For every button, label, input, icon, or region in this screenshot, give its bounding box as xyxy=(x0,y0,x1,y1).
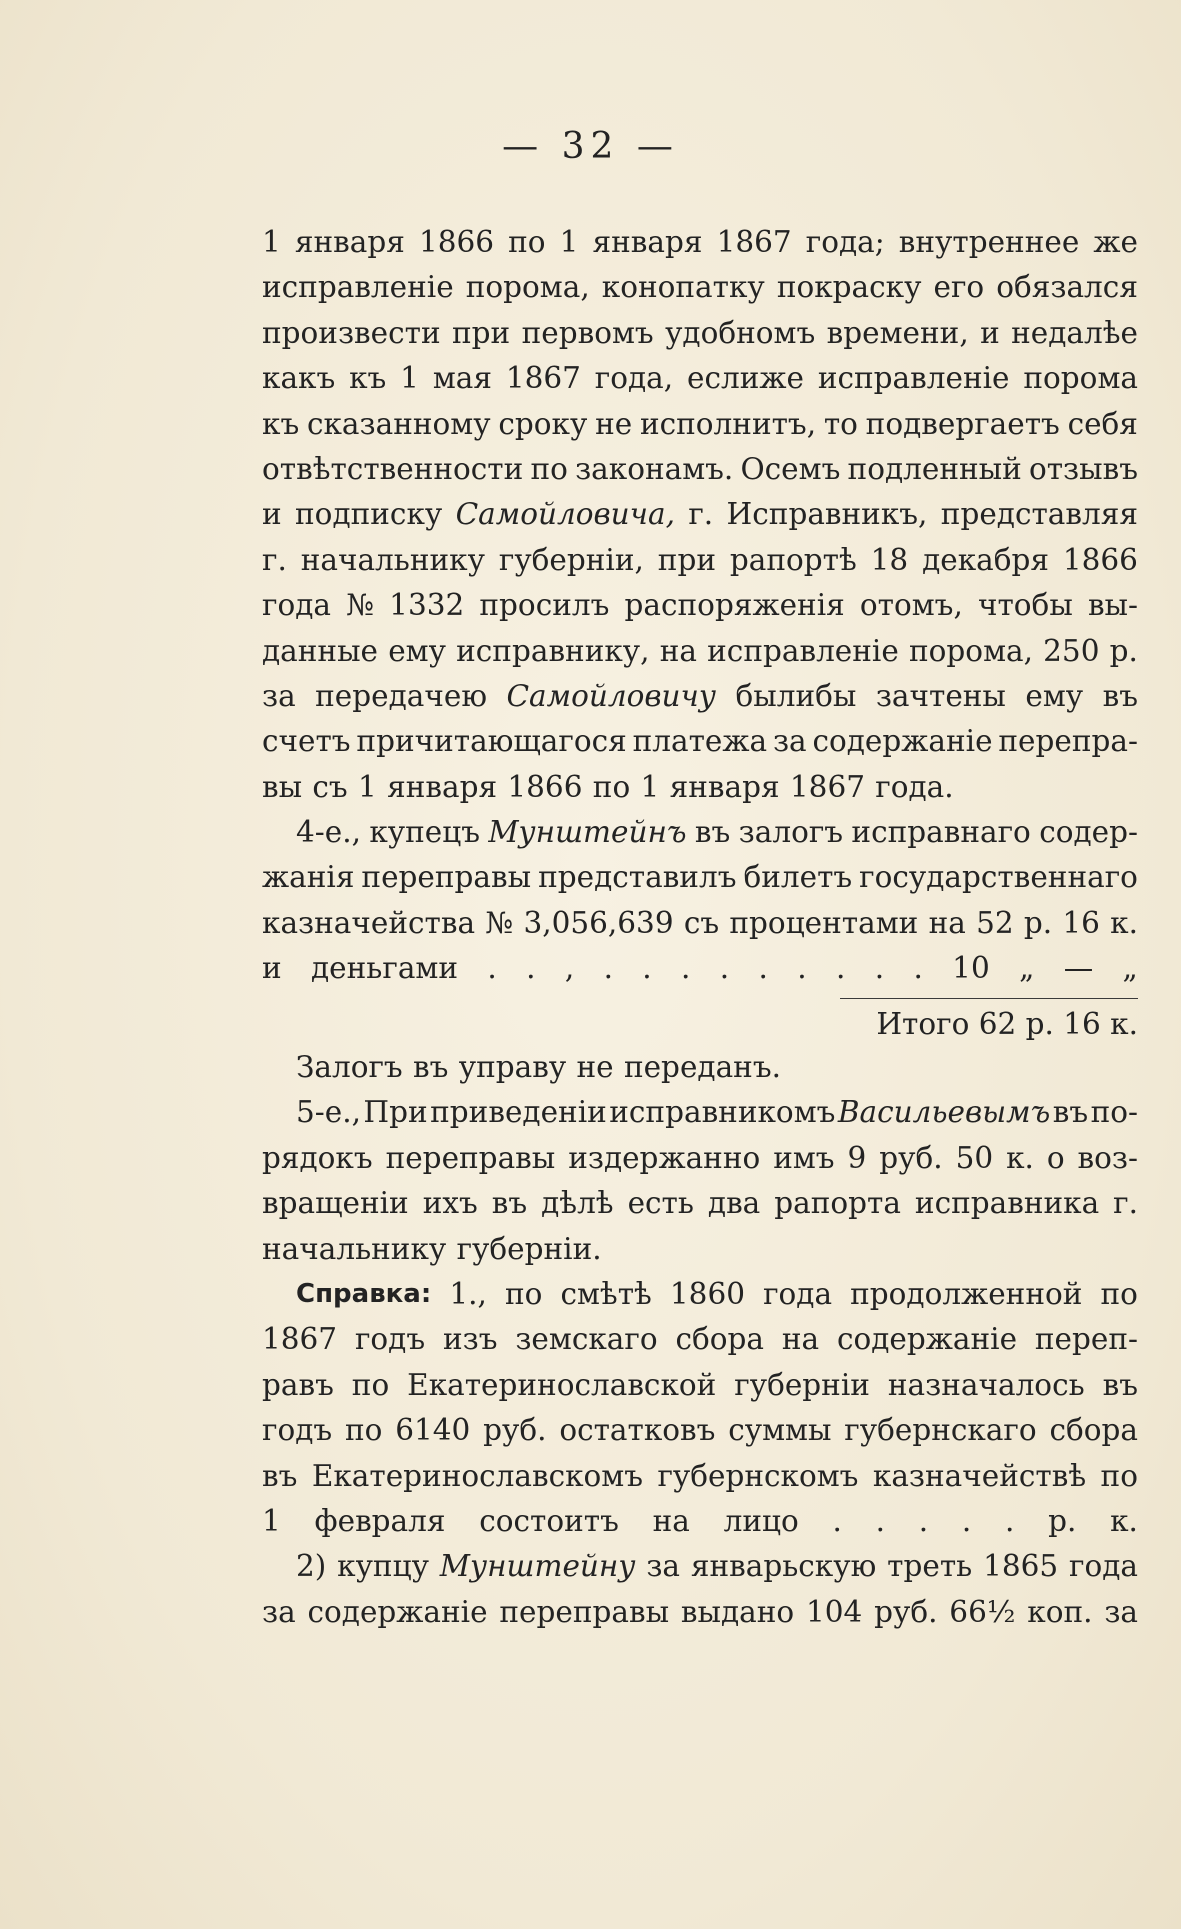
word: переданъ. xyxy=(623,1050,781,1085)
text-line xyxy=(262,1136,1138,1181)
word: 16 xyxy=(1062,905,1100,940)
word: на xyxy=(652,1503,690,1538)
word: удобномъ xyxy=(665,315,816,350)
total-text: Итого 62 р. 16 к. xyxy=(876,1006,1138,1041)
word: по xyxy=(504,1276,543,1311)
total-line xyxy=(262,992,1138,1041)
word: отзывъ xyxy=(1028,451,1138,486)
word: Мунштейну xyxy=(439,1549,636,1584)
word: за xyxy=(1104,1594,1138,1629)
word: годъ xyxy=(354,1322,426,1357)
text-line xyxy=(262,810,1138,855)
word: зачтены xyxy=(875,678,1006,713)
word: январьскую xyxy=(690,1549,877,1584)
word: Мунштейнъ xyxy=(488,815,687,850)
word: суммы xyxy=(728,1413,832,1448)
word: приведеніи xyxy=(430,1095,607,1130)
word: . xyxy=(1004,1503,1015,1538)
text-line xyxy=(262,447,1138,492)
word: назначалось xyxy=(887,1367,1085,1402)
word: исправнику, xyxy=(456,633,650,668)
word: по xyxy=(1100,1458,1138,1493)
word: содер- xyxy=(1039,815,1138,850)
word: . xyxy=(874,951,885,986)
text-line xyxy=(262,1317,1138,1362)
word: за xyxy=(262,1594,296,1629)
word: управу xyxy=(458,1050,567,1085)
word: по xyxy=(592,769,631,804)
word: исправленіе xyxy=(262,270,454,305)
word: № xyxy=(346,588,375,623)
word: же xyxy=(1093,225,1138,259)
word: внутреннее xyxy=(898,225,1080,259)
word: 1 xyxy=(640,769,660,804)
word: вы- xyxy=(1087,588,1138,623)
word: съ xyxy=(683,905,720,940)
text-line xyxy=(262,1181,1138,1226)
text-line xyxy=(262,1272,1138,1317)
word: Самойловичу xyxy=(506,678,717,713)
word: . xyxy=(797,951,807,986)
word: 66½ xyxy=(949,1594,1016,1629)
word: 1867 xyxy=(262,1322,338,1357)
word: 9 xyxy=(847,1140,867,1175)
sum-rule xyxy=(840,998,1138,999)
word: исправленіе xyxy=(817,361,1010,396)
word: при xyxy=(452,315,511,350)
word: выдано xyxy=(680,1594,795,1629)
word: Васильевымъ xyxy=(837,1095,1051,1130)
word: года xyxy=(262,588,331,623)
word: 1 xyxy=(262,1503,281,1538)
word: начальнику xyxy=(262,1231,447,1266)
word: При xyxy=(363,1095,428,1130)
word: . xyxy=(918,1503,929,1538)
word: недалѣе xyxy=(1011,315,1138,350)
word: Екатеринославскомъ xyxy=(311,1458,644,1493)
word: по xyxy=(344,1413,383,1448)
word: о xyxy=(1046,1140,1065,1175)
word: остатковъ xyxy=(559,1413,716,1448)
word: есть xyxy=(627,1186,694,1221)
word: казначействѣ xyxy=(872,1458,1087,1493)
text-line xyxy=(262,1045,1138,1090)
word: г. xyxy=(1113,1186,1138,1221)
word: порома, xyxy=(909,633,1033,668)
word: передачею xyxy=(315,678,487,713)
word: времени, xyxy=(826,315,969,350)
word: переправы xyxy=(361,860,532,895)
text-line xyxy=(262,1544,1138,1589)
word: р. xyxy=(1023,905,1053,940)
word: губерніи, xyxy=(498,542,644,577)
word: 1866 xyxy=(1062,542,1138,577)
word: 1 xyxy=(358,769,377,804)
word: 1 xyxy=(262,225,281,259)
word: ему xyxy=(1025,678,1084,713)
word: — xyxy=(1063,951,1094,986)
word: государственнаго xyxy=(859,860,1138,895)
word: конопатку xyxy=(601,270,765,305)
word: воз- xyxy=(1077,1140,1138,1175)
word: просилъ xyxy=(479,588,610,623)
word: отвѣтственности xyxy=(262,451,524,486)
word: к. xyxy=(1110,1503,1138,1538)
word: года xyxy=(1069,1549,1138,1584)
word: представилъ xyxy=(538,860,737,895)
word: по- xyxy=(1090,1095,1138,1130)
word: ихъ xyxy=(422,1186,478,1221)
word: переп- xyxy=(1034,1322,1138,1357)
word: сроку xyxy=(498,406,588,441)
word: 18 xyxy=(870,542,909,577)
word: сбора xyxy=(1049,1413,1138,1448)
word: „ xyxy=(1019,951,1035,986)
word: за xyxy=(646,1549,681,1584)
word: рапорта xyxy=(774,1186,901,1221)
word: . xyxy=(835,951,846,986)
text-line xyxy=(262,719,1138,764)
word: въ xyxy=(1102,1367,1138,1402)
word: не xyxy=(576,1050,614,1085)
word: въ xyxy=(1052,1095,1089,1130)
word: покраску xyxy=(776,270,922,305)
word: къ xyxy=(349,361,387,396)
word: . xyxy=(487,951,497,986)
word: по xyxy=(1100,1276,1138,1311)
text-line xyxy=(262,1090,1138,1135)
word: залогъ xyxy=(738,815,844,850)
word: не xyxy=(595,406,633,441)
word: 1866 xyxy=(418,225,495,259)
word: 2) xyxy=(296,1549,327,1584)
word: къ xyxy=(262,406,300,441)
word: причитающагося xyxy=(356,724,627,759)
word: 4-е., xyxy=(296,815,361,850)
word: декабря xyxy=(922,542,1049,577)
text-line xyxy=(262,946,1138,991)
word: № xyxy=(485,905,514,940)
word: 52 xyxy=(976,905,1014,940)
word: января xyxy=(592,225,703,259)
word: порома, xyxy=(465,270,590,305)
word: въ xyxy=(262,1458,298,1493)
word: состоитъ xyxy=(479,1503,619,1538)
word: губернскаго xyxy=(844,1413,1037,1448)
word: к. xyxy=(1110,905,1138,940)
word: „ xyxy=(1122,951,1138,986)
word: 3,056,639 xyxy=(523,905,674,940)
word: года; xyxy=(805,225,885,259)
word: содержаніе xyxy=(812,724,993,759)
word: деньгами xyxy=(311,951,459,986)
word: издержанно xyxy=(568,1140,761,1175)
word: января xyxy=(387,769,498,804)
word: земскаго xyxy=(515,1322,658,1357)
word: руб. xyxy=(879,1140,943,1175)
word: порома xyxy=(1023,361,1138,396)
word: исправленіе xyxy=(707,633,899,668)
word: изъ xyxy=(442,1322,498,1357)
word: сбора xyxy=(675,1322,764,1357)
word: 5-е., xyxy=(296,1095,361,1130)
word: себя xyxy=(1067,406,1138,441)
word: губернскомъ xyxy=(657,1458,859,1493)
word: процентами xyxy=(729,905,919,940)
page-number: — 32 — xyxy=(502,126,679,167)
text-line xyxy=(262,1227,1138,1272)
word: при xyxy=(657,542,717,577)
word: Справка: xyxy=(296,1278,432,1309)
word: подписку xyxy=(295,497,443,532)
word: за xyxy=(262,678,296,713)
text-line xyxy=(262,538,1138,583)
word: произвести xyxy=(262,315,441,350)
word: мая xyxy=(432,361,492,396)
text-line xyxy=(262,1499,1138,1544)
word: . xyxy=(526,951,536,986)
word: 1867 xyxy=(716,225,792,259)
word: купецъ xyxy=(369,815,480,850)
word: рядокъ xyxy=(262,1140,373,1175)
word: перепра- xyxy=(998,724,1138,759)
word: руб. xyxy=(483,1413,547,1448)
word: 1867 xyxy=(789,769,865,804)
word: на xyxy=(781,1322,820,1357)
word: г. xyxy=(262,542,287,577)
word: г. xyxy=(688,497,714,532)
word: содержаніе xyxy=(836,1322,1018,1357)
word: по xyxy=(508,225,546,259)
word: съ xyxy=(312,769,348,804)
word: года. xyxy=(875,769,954,804)
word: января xyxy=(294,225,405,259)
word: Осемъ xyxy=(740,451,841,486)
word: по xyxy=(530,451,568,486)
word: к. xyxy=(1006,1140,1034,1175)
word: чтобы xyxy=(977,588,1073,623)
word: года xyxy=(763,1276,833,1311)
word: ему xyxy=(388,633,446,668)
word: и xyxy=(262,497,282,532)
word: платежа xyxy=(632,724,768,759)
word: 10 xyxy=(952,951,990,986)
word: . xyxy=(681,951,691,986)
word: первомъ xyxy=(521,315,654,350)
word: переправы xyxy=(385,1140,556,1175)
word: руб. xyxy=(874,1594,938,1629)
word: смѣтѣ xyxy=(560,1276,652,1311)
word: 1., xyxy=(449,1276,487,1311)
word: губерніи xyxy=(734,1367,870,1402)
word: . xyxy=(642,951,652,986)
word: 1865 xyxy=(983,1549,1059,1584)
word: 1866 xyxy=(507,769,583,804)
word: треть xyxy=(887,1549,973,1584)
page-text xyxy=(262,220,1138,1635)
word: Екатеринославской xyxy=(407,1367,717,1402)
word: былибы xyxy=(735,678,857,713)
text-line xyxy=(262,1454,1138,1499)
word: коп. xyxy=(1027,1594,1093,1629)
text-line xyxy=(262,901,1138,946)
word: 1 xyxy=(559,225,579,259)
word: обязался xyxy=(996,270,1138,305)
word: . xyxy=(603,951,613,986)
word: данные xyxy=(262,633,379,668)
word: на xyxy=(928,905,966,940)
word: билетъ xyxy=(743,860,853,895)
word: переправы xyxy=(499,1594,670,1629)
word: на xyxy=(659,633,697,668)
word: продолженной xyxy=(850,1276,1083,1311)
word: . xyxy=(832,1503,842,1538)
word: содержаніе xyxy=(307,1594,488,1629)
word: 1860 xyxy=(669,1276,745,1311)
text-line xyxy=(262,855,1138,900)
word: казначейства xyxy=(262,905,476,940)
word: еслиже xyxy=(686,361,804,396)
word: 250 xyxy=(1043,633,1100,668)
text-line xyxy=(262,1408,1138,1453)
word: . xyxy=(719,951,730,986)
text-line xyxy=(262,1363,1138,1408)
word: и xyxy=(980,315,1000,350)
text-line xyxy=(262,402,1138,447)
word: 1 xyxy=(400,361,419,396)
word: вращеніи xyxy=(262,1186,409,1221)
word: 1332 xyxy=(389,588,465,623)
word: подленный xyxy=(847,451,1022,486)
word: жанія xyxy=(262,860,355,895)
word: , xyxy=(564,951,575,986)
word: вы xyxy=(262,769,303,804)
text-line xyxy=(262,1590,1138,1635)
word: представляя xyxy=(940,497,1138,532)
word: лицо xyxy=(723,1503,799,1538)
word: 50 xyxy=(955,1140,994,1175)
word: 1867 xyxy=(505,361,581,396)
text-line xyxy=(262,583,1138,628)
word: р. xyxy=(1048,1503,1077,1538)
word: распоряженія xyxy=(624,588,845,623)
word: и xyxy=(262,951,282,986)
text-line xyxy=(262,765,1138,810)
word: исполнитъ, xyxy=(639,406,817,441)
text-line xyxy=(262,220,1138,265)
word: Самойловича, xyxy=(455,497,675,532)
word: законамъ. xyxy=(575,451,734,486)
word: губерніи. xyxy=(456,1231,602,1266)
text-line xyxy=(262,629,1138,674)
word: какъ xyxy=(262,361,336,396)
word: счетъ xyxy=(262,724,351,759)
word: . xyxy=(913,951,923,986)
word: . xyxy=(758,951,768,986)
word: годъ xyxy=(262,1413,333,1448)
word: въ xyxy=(1102,678,1138,713)
word: купцу xyxy=(337,1549,429,1584)
word: дѣлѣ xyxy=(541,1186,614,1221)
word: имъ xyxy=(773,1140,835,1175)
word: рапортѣ xyxy=(729,542,857,577)
word: февраля xyxy=(314,1503,446,1538)
word: января xyxy=(669,769,780,804)
word: два xyxy=(707,1186,761,1221)
word: Исправникъ, xyxy=(726,497,928,532)
word: начальнику xyxy=(300,542,485,577)
word: исправникомъ xyxy=(609,1095,836,1130)
word: въ xyxy=(413,1050,449,1085)
word: . xyxy=(875,1503,885,1538)
word: сказанному xyxy=(306,406,491,441)
word: 6140 xyxy=(395,1413,471,1448)
word: 104 xyxy=(805,1594,863,1629)
text-line xyxy=(262,265,1138,310)
word: исправнаго xyxy=(851,815,1031,850)
text-line xyxy=(262,356,1138,401)
text-line xyxy=(262,492,1138,537)
word: равъ xyxy=(262,1367,334,1402)
text-line xyxy=(262,311,1138,356)
word: . xyxy=(961,1503,972,1538)
word: въ xyxy=(491,1186,528,1221)
word: въ xyxy=(694,815,731,850)
word: года, xyxy=(594,361,674,396)
word: исправника xyxy=(914,1186,1100,1221)
word: отомъ, xyxy=(859,588,963,623)
word: подвергаетъ xyxy=(865,406,1060,441)
word: р. xyxy=(1109,633,1138,668)
text-line xyxy=(262,674,1138,719)
word: Залогъ xyxy=(296,1050,403,1085)
word: его xyxy=(933,270,985,305)
word: по xyxy=(351,1367,390,1402)
word: за xyxy=(772,724,807,759)
word: то xyxy=(823,406,858,441)
